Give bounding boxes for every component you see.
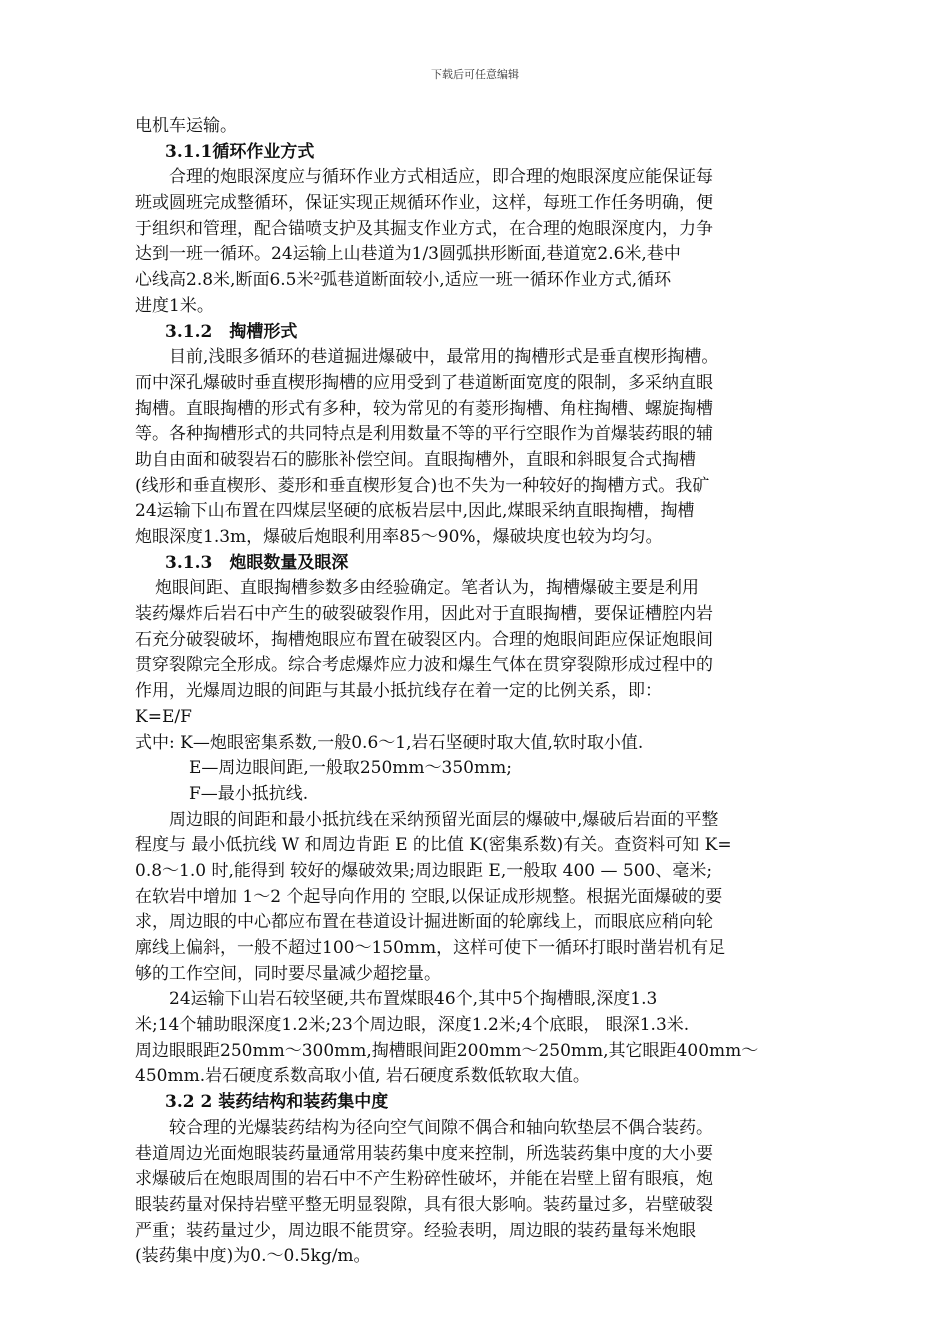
text-line: 求爆破后在炮眼周围的岩石中不产生粉碎性破坏，并能在岩壁上留有眼痕，炮: [135, 1169, 713, 1190]
text-line: E—周边眼间距,一般取250mm～350mm;: [189, 758, 512, 779]
section-heading: 3.2 2 装药结构和装药集中度: [165, 1092, 389, 1113]
text-line: 0.8～1.0 时,能得到 较好的爆破效果;周边眼距 E,一般取 400 — 500、毫米;: [135, 860, 713, 881]
text-line: 24运输下山岩石较坚硬,共布置煤眼46个,其中5个掏槽眼,深度1.3: [169, 989, 658, 1010]
text-line: 较合理的光爆装药结构为径向空气间隙不偶合和轴向软垫层不偶合装药。: [169, 1117, 713, 1138]
text-line: 于组织和管理，配合锚喷支护及其掘支作业方式，在合理的炮眼深度内，力争: [135, 218, 713, 239]
text-line: 炮眼间距、直眼掏槽参数多由经验确定。笔者认为，掏槽爆破主要是利用: [155, 578, 699, 599]
text-line: 在软岩中增加 1～2 个起导向作用的 空眼,以保证成形规整。根据光面爆破的要: [135, 886, 723, 907]
text-line: 助自由面和破裂岩石的膨胀补偿空间。直眼掏槽外，直眼和斜眼复合式掏槽: [135, 449, 696, 470]
text-line: 周边眼眼距250mm～300mm,掏槽眼间距200mm～250mm,其它眼距400mm～: [135, 1040, 759, 1061]
text-line: 进度1米。: [135, 295, 214, 316]
text-line: 合理的炮眼深度应与循环作业方式相适应，即合理的炮眼深度应能保证每: [169, 167, 713, 188]
text-line: 达到一班一循环。24运输上山巷道为1/3圆弧拱形断面,巷道宽2.6米,巷中: [135, 244, 681, 265]
document-body: [135, 114, 825, 1270]
text-line: 贯穿裂隙完全形成。综合考虑爆炸应力波和爆生气体在贯穿裂隙形成过程中的: [135, 655, 713, 676]
text-line: 式中: K—炮眼密集系数,一般0.6～1,岩石坚硬时取大值,软时取小值.: [135, 732, 644, 753]
text-line: 班或圆班完成整循环，保证实现正规循环作业，这样，每班工作任务明确，便: [135, 193, 713, 214]
text-line: 等。各种掏槽形式的共同特点是利用数量不等的平行空眼作为首爆装药眼的辅: [135, 424, 713, 445]
text-line: 心线高2.8米,断面6.5米²弧巷道断面较小,适应一班一循环作业方式,循环: [135, 270, 672, 291]
text-line: 米;14个辅助眼深度1.2米;23个周边眼，深度1.2米;4个底眼， 眼深1.3米.: [135, 1015, 690, 1036]
text-line: 掏槽。直眼掏槽的形式有多种，较为常见的有菱形掏槽、角柱掏槽、螺旋掏槽: [135, 398, 713, 419]
text-line: 24运输下山布置在四煤层坚硬的底板岩层中,因此,煤眼采纳直眼掏槽，掏槽: [135, 501, 695, 522]
text-line: 电机车运输。: [135, 116, 237, 136]
text-line: 目前,浅眼多循环的巷道掘进爆破中，最常用的掏槽形式是垂直楔形掏槽。: [169, 347, 719, 368]
section-heading: 3.1.1循环作业方式: [165, 141, 315, 162]
text-line: 作用，光爆周边眼的间距与其最小抵抗线存在着一定的比例关系，即：: [135, 681, 662, 702]
text-line: (线形和垂直楔形、菱形和垂直楔形复合)也不失为一种较好的掏槽方式。我矿: [135, 475, 710, 496]
text-line: 程度与 最小低抗线 W 和周边肯距 E 的比值 K(密集系数)有关。查资料可知 K=: [135, 835, 732, 856]
page-header-note: 下载后可任意编辑: [431, 68, 519, 81]
text-line: 求，周边眼的中心都应布置在巷道设计掘进断面的轮廓线上，而眼底应稍向轮: [135, 912, 713, 933]
text-line: 周边眼的间距和最小抵抗线在采纳预留光面层的爆破中,爆破后岩面的平整: [169, 809, 719, 830]
section-heading: 3.1.2 掏槽形式: [165, 321, 298, 342]
text-line: 廓线上偏斜，一般不超过100～150mm，这样可使下一循环打眼时凿岩机有足: [135, 938, 726, 958]
text-line: 够的工作空间，同时要尽量减少超挖量。: [135, 963, 441, 984]
text-line: 而中深孔爆破时垂直楔形掏槽的应用受到了巷道断面宽度的限制，多采纳直眼: [135, 372, 713, 393]
text-line: 巷道周边光面炮眼装药量通常用装药集中度来控制，所选装药集中度的大小要: [135, 1143, 713, 1164]
text-line: 眼装药量对保持岩壁平整无明显裂隙，具有很大影响。装药量过多，岩壁破裂: [135, 1194, 713, 1215]
section-heading: 3.1.3 炮眼数量及眼深: [165, 552, 349, 573]
formula-line: K=E/F: [135, 706, 192, 727]
text-line: 石充分破裂破坏，掏槽炮眼应布置在破裂区内。合理的炮眼间距应保证炮眼间: [135, 629, 713, 650]
text-line: F—最小抵抗线.: [189, 783, 309, 804]
text-line: 严重；装药量过少，周边眼不能贯穿。经验表明，周边眼的装药量每米炮眼: [135, 1220, 696, 1241]
text-line: 450mm.岩石硬度系数高取小值, 岩石硬度系数低软取大值。: [135, 1066, 590, 1087]
text-line: (装药集中度)为0.～0.5kg/m。: [135, 1246, 371, 1267]
text-line: 装药爆炸后岩石中产生的破裂破裂作用，因此对于直眼掏槽，要保证槽腔内岩: [135, 604, 713, 625]
text-line: 炮眼深度1.3m，爆破后炮眼利用率85～90%，爆破块度也较为均匀。: [135, 527, 663, 547]
